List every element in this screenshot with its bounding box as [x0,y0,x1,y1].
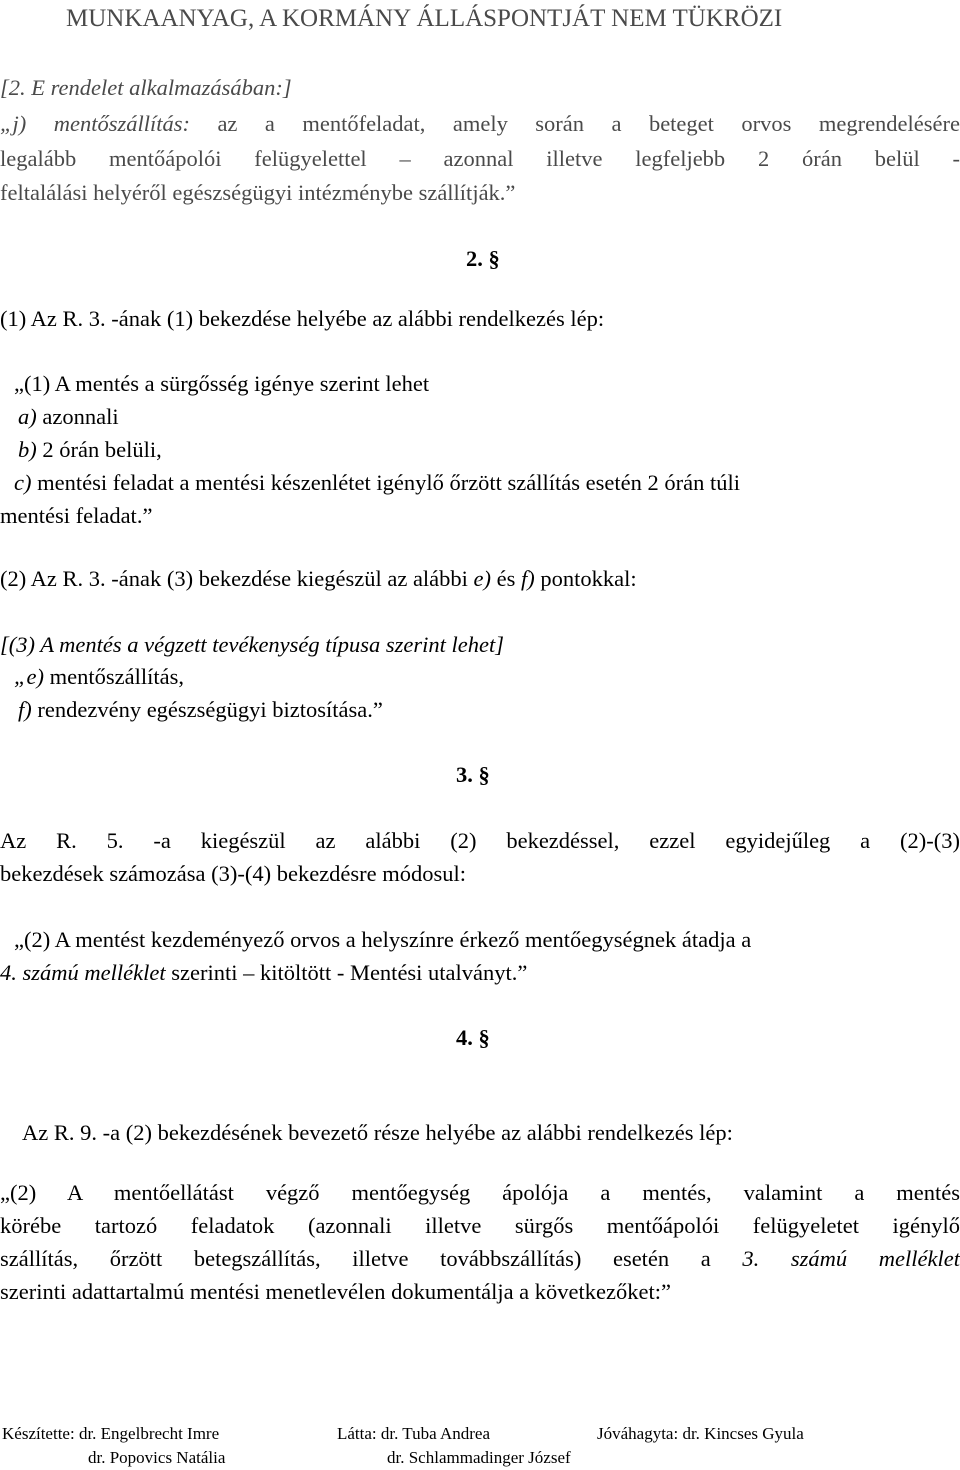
list-item-c: c) mentési feladat a mentési készenlétet igénylő őrzött szállítás esetén 2 órán túli [14,470,740,495]
section3-paragraph-line-2: bekezdések számozása (3)-(4) bekezdésre módosul: [0,861,467,886]
footer-seen-by: Látta: dr. Tuba Andrea [337,1424,490,1443]
section-sign-icon: § [478,1025,490,1050]
list-item-a: a) azonnali [18,404,119,429]
section-heading-2: 2. § [466,246,500,271]
section-sign-icon: § [478,762,490,787]
footer-approved-by: Jóváhagyta: dr. Kincses Gyula [597,1424,804,1443]
footer-prepared-by-2: dr. Popovics Natália [88,1448,226,1467]
section-sign-icon: § [488,246,500,271]
section4-quote-line-4: szerinti adattartalmú mentési menetlevélen dokumentálja a következőket:” [0,1279,671,1304]
footer-prepared-by: Készítette: dr. Engelbrecht Imre [2,1424,220,1443]
section3-paragraph-line-1: Az R. 5. -a kiegészül az alábbi (2) bekezdéssel, ezzel egyidejűleg a (2)-(3) [0,828,960,853]
section-heading-3: 3. § [456,762,490,787]
section4-quote-line-1: „(2) A mentőellátást végző mentőegység ápolója a mentés, valamint a mentés [0,1180,960,1205]
section4-quote-line-3: szállítás, őrzött betegszállítás, illetve továbbszállítás) esetén a 3. számú melléklet [0,1246,960,1271]
section1-intro: [2. E rendelet alkalmazásában:] [0,75,292,100]
section3-quote-line-2: 4. számú melléklet szerinti – kitöltött - Mentési utalványt.” [0,960,528,985]
section-heading-4: 4. § [456,1025,490,1050]
definition-term: „j) mentőszállítás: [0,111,190,136]
list-item-c-continuation: mentési feladat.” [0,503,153,528]
section2-quote-line-1: „(1) A mentés a sürgősség igénye szerint lehet [14,371,430,396]
section3-quote-line-1: „(2) A mentést kezdeményező orvos a helyszínre érkező mentőegységnek átadja a [14,927,752,952]
list-item-b: b) 2 órán belüli, [18,437,162,462]
list-item-f: f) rendezvény egészségügyi biztosítása.” [18,697,383,722]
section4-paragraph: Az R. 9. -a (2) bekezdésének bevezető része helyébe az alábbi rendelkezés lép: [22,1120,733,1145]
section4-quote-line-2: körébe tartozó feladatok (azonnali illetve sürgős mentőápolói felügyeletet igénylő [0,1213,960,1238]
page-header: MUNKAANYAG, A KORMÁNY ÁLLÁSPONTJÁT NEM TÜKRÖZI [66,5,783,32]
section2-paragraph-1: (1) Az R. 3. -ának (1) bekezdése helyébe az alábbi rendelkezés lép: [0,306,605,331]
footer-seen-by-2: dr. Schlammadinger József [387,1448,571,1467]
definition-line-2: legalább mentőápolói felügyelettel – azonnal illetve legfeljebb 2 órán belül - [0,146,960,171]
section2-paragraph-2: (2) Az R. 3. -ának (3) bekezdése kiegészül az alábbi e) és f) pontokkal: [0,566,637,591]
definition-line-1: „j) mentőszállítás: az a mentőfeladat, amely során a beteget orvos megrendelésére [0,111,960,136]
bracketed-reference: [(3) A mentés a végzett tevékenység típusa szerint lehet] [0,632,505,657]
definition-line-3: feltalálási helyéről egészségügyi intézménybe szállítják.” [0,180,516,205]
list-item-e: „e) mentőszállítás, [14,664,184,689]
